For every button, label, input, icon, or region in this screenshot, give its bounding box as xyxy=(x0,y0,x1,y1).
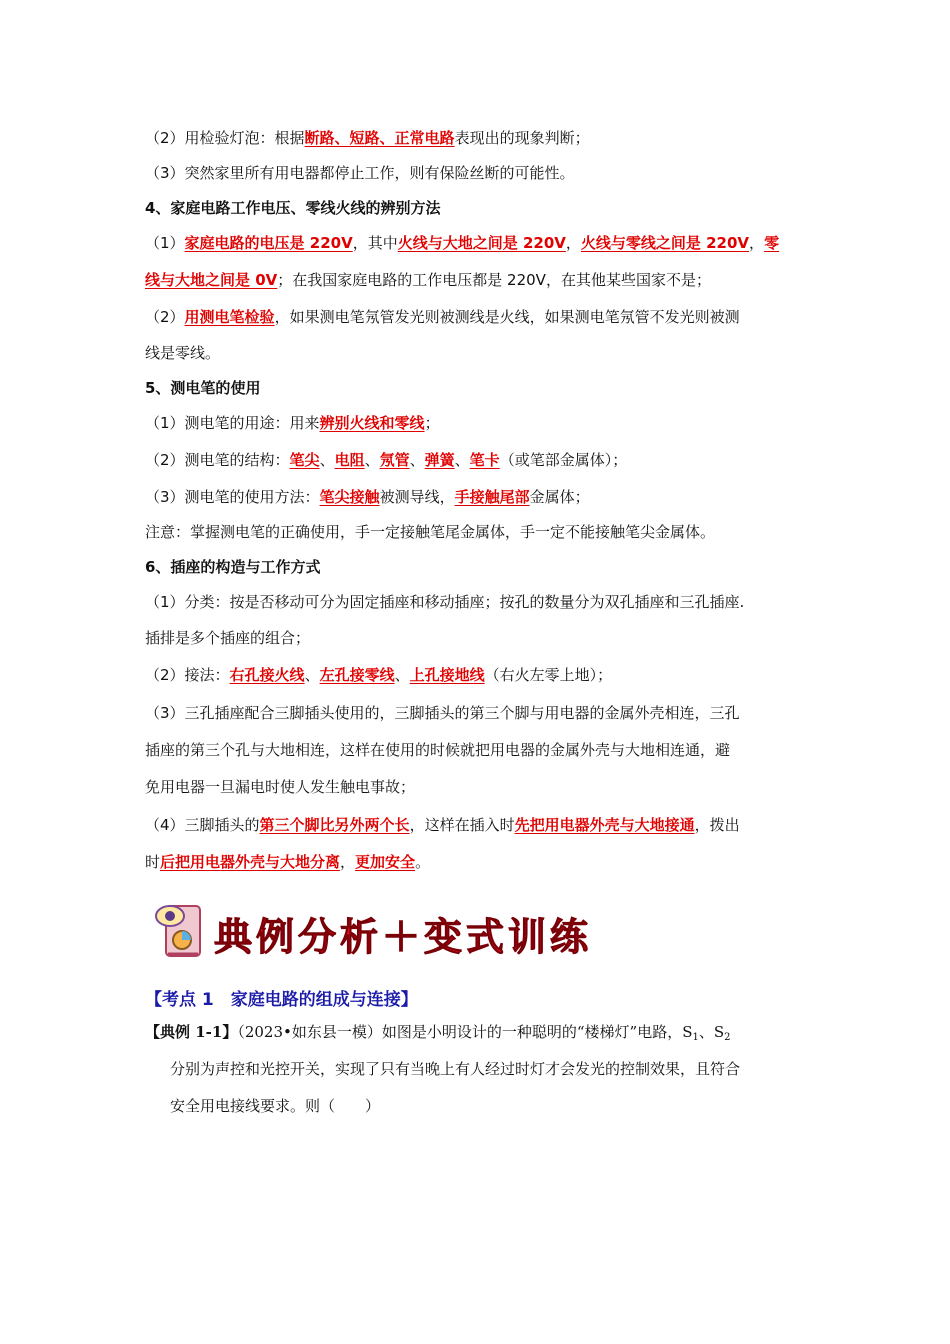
highlight-text: 氖管 xyxy=(379,451,410,469)
example-tag: 【典例 1-1】 xyxy=(145,1023,238,1041)
text: （2）用检验灯泡：根据 xyxy=(145,129,305,147)
text: ；在我国家庭电路的工作电压都是 220V，在其他某些国家不是； xyxy=(277,271,711,289)
text: （2023•如东县一模）如图是小明设计的一种聪明的“楼梯灯”电路，S xyxy=(237,1023,693,1041)
text: ， xyxy=(340,853,356,871)
text: 被测导线， xyxy=(379,488,455,506)
highlight-text: 辨别火线和零线 xyxy=(319,414,425,432)
highlight-text: 笔卡 xyxy=(469,451,500,469)
highlight-text: 火线与零线之间是 220V xyxy=(580,234,750,252)
example-line-3: 安全用电接线要求。则（ ） xyxy=(170,1097,381,1115)
text: （2）测电笔的结构： xyxy=(145,451,290,469)
highlight-text: 先把用电器外壳与大地接通 xyxy=(514,816,695,834)
highlight-text: 手接触尾部 xyxy=(454,488,530,506)
text: （3）测电笔的使用方法： xyxy=(145,488,320,506)
sec4-line-2a xyxy=(145,307,820,327)
sec6-line-5 xyxy=(145,852,820,872)
text: ； xyxy=(424,414,440,432)
text: 、 xyxy=(319,451,335,469)
text: ，其中 xyxy=(352,234,398,252)
sec5-title: 5、测电笔的使用 xyxy=(145,379,261,397)
text: ， xyxy=(565,234,581,252)
sec6-line-3c: 免用电器一旦漏电时使人发生触电事故； xyxy=(145,778,416,796)
sec4-title: 4、家庭电路工作电压、零线火线的辨别方法 xyxy=(145,199,441,217)
kaodian-heading: 【考点 1 家庭电路的组成与连接】 xyxy=(145,990,418,1010)
text: （1）测电笔的用途：用来 xyxy=(145,414,320,432)
sec4-line-1a xyxy=(145,233,820,253)
text: （4）三脚插头的 xyxy=(145,816,260,834)
highlight-text: 笔尖接触 xyxy=(319,488,380,506)
text: ，拨出 xyxy=(694,816,740,834)
text: 时 xyxy=(145,853,161,871)
highlight-text: 左孔接零线 xyxy=(319,666,395,684)
text: 。 xyxy=(415,853,431,871)
example-line-2: 分别为声控和光控开关，实现了只有当晚上有人经过时灯才会发光的控制效果，且符合 xyxy=(170,1060,741,1078)
text: 、 xyxy=(304,666,320,684)
text: 、 xyxy=(454,451,470,469)
text: 、 xyxy=(409,451,425,469)
highlight-text: 后把用电器外壳与大地分离 xyxy=(160,853,341,871)
subscript: 1 xyxy=(692,1032,699,1043)
banner-title: 典例分析＋变式训练 xyxy=(214,914,593,959)
text: ，如果测电笔氖管发光则被测线是火线，如果测电笔氖管不发光则被测 xyxy=(274,308,740,326)
sec6-line-3a: （3）三孔插座配合三脚插头使用的，三脚插头的第三个脚与用电器的金属外壳相连，三孔 xyxy=(145,704,740,722)
highlight-text: 右孔接火线 xyxy=(229,666,305,684)
sec5-line-1 xyxy=(145,413,820,433)
scroll-eye-icon xyxy=(148,900,208,962)
text: 、S xyxy=(698,1023,725,1041)
text: 金属体； xyxy=(529,488,590,506)
text: ，这样在插入时 xyxy=(409,816,515,834)
sec6-line-4 xyxy=(145,815,820,835)
highlight-text: 零 xyxy=(764,234,780,252)
text: （2）接法： xyxy=(145,666,230,684)
subscript: 2 xyxy=(724,1032,731,1043)
highlight-text: 第三个脚比另外两个长 xyxy=(259,816,410,834)
highlight-text: 家庭电路的电压是 220V xyxy=(184,234,353,252)
sec6-line-2 xyxy=(145,665,820,685)
highlight-text: 线与大地之间是 0V xyxy=(145,271,278,289)
text: 、 xyxy=(394,666,410,684)
sec6-line-3b: 插座的第三个孔与大地相连，这样在使用的时候就把用电器的金属外壳与大地相连通，避 xyxy=(145,741,731,759)
highlight-text: 电阻 xyxy=(334,451,365,469)
text: ， xyxy=(749,234,765,252)
sec4-line-1b xyxy=(145,270,820,290)
sec6-title: 6、插座的构造与工作方式 xyxy=(145,558,321,576)
text: （或笔部金属体）； xyxy=(499,451,628,469)
example-line-1 xyxy=(145,1022,820,1048)
highlight-text: 火线与大地之间是 220V xyxy=(397,234,566,252)
highlight-text: 用测电笔检验 xyxy=(184,308,275,326)
sec6-line-1a: （1）分类：按是否移动可分为固定插座和移动插座；按孔的数量分为双孔插座和三孔插座. xyxy=(145,593,745,611)
section-banner xyxy=(148,900,593,962)
sec5-line-2 xyxy=(145,450,820,470)
text: 、 xyxy=(364,451,380,469)
highlight-text: 断路、短路、正常电路 xyxy=(304,129,455,147)
highlight-text: 笔尖 xyxy=(289,451,320,469)
text: （1） xyxy=(145,234,185,252)
sec5-line-3 xyxy=(145,487,820,507)
highlight-text: 上孔接地线 xyxy=(409,666,485,684)
text: （右火左零上地）； xyxy=(484,666,613,684)
sec3-line-3: （3）突然家里所有用电器都停止工作，则有保险丝断的可能性。 xyxy=(145,164,575,182)
highlight-text: 更加安全 xyxy=(355,853,416,871)
sec4-line-2b: 线是零线。 xyxy=(145,344,221,362)
sec5-note: 注意：掌握测电笔的正确使用，手一定接触笔尾金属体，手一定不能接触笔尖金属体。 xyxy=(145,523,716,541)
sec3-line-2 xyxy=(145,128,820,148)
text: 表现出的现象判断； xyxy=(454,129,590,147)
text: （2） xyxy=(145,308,185,326)
sec6-line-1b: 插排是多个插座的组合； xyxy=(145,629,311,647)
highlight-text: 弹簧 xyxy=(424,451,455,469)
